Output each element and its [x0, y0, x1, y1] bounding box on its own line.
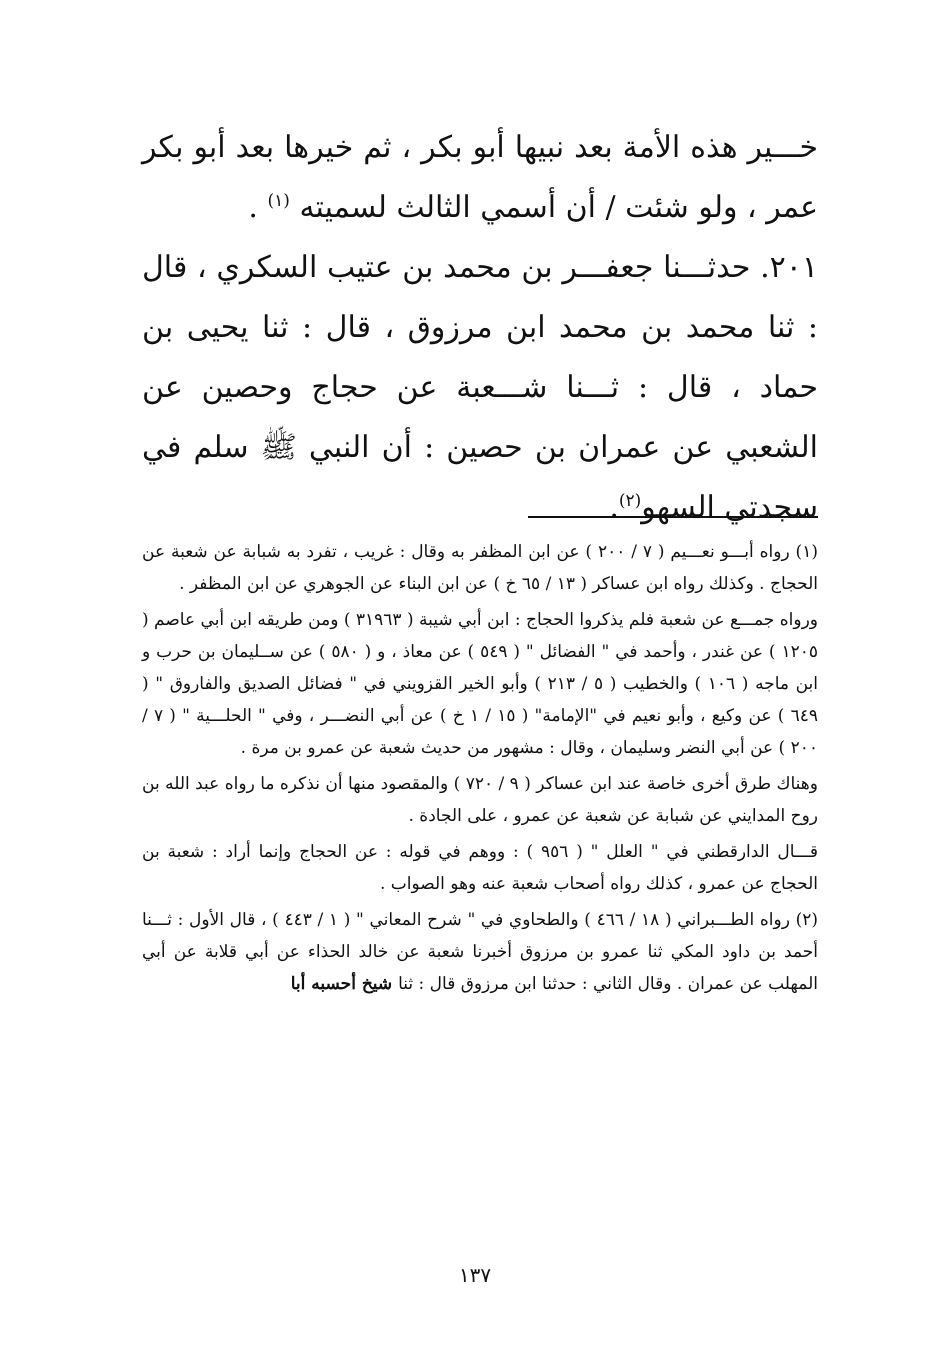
footnote-1-part-1: (١) رواه أبـــو نعـــيم ( ٧ / ٢٠٠ ) عن ابن المظفر به وقال : غريب ، تفرد به شبابة عن شعبة عن الحجاج . وكذلك رواه ابن عساكر ( ١٣ / ٦٥ خ ) عن ابن البناء عن الجوهري عن ابن المظفر .	[142, 542, 818, 594]
footnote-ref-1: (١)	[267, 191, 290, 211]
paragraph-end: .	[609, 490, 619, 525]
paragraph-text: خـــير هذه الأمة بعد نبيها أبو بكر ، ثم خيرها بعد أبو بكر عمر ، ولو شئت / أن أسمي الثالث لسميته	[142, 130, 818, 225]
footnote-ref-2: (٢)	[618, 491, 642, 511]
hadith-paragraph-201	[142, 238, 818, 538]
paragraph-text: ٢٠١. حدثـــنا جعفـــر بن محمد بن عتيب السكري ، قال : ثنا محمد بن محمد ابن مرزوق ، قال : ثنا يحيى بن حماد ، قال : ثـــنا شـــعبة عن حجاج وحصين عن الشعبي عن عمران بن حصين : أن النبي ﷺ سلم في سجدتي السهو	[142, 250, 818, 525]
page-number: ١٣٧	[458, 1263, 492, 1287]
hadith-paragraph-200-end	[142, 118, 818, 238]
footnote-2	[142, 904, 818, 1000]
footnotes	[142, 536, 818, 1004]
footnote-1-part-4: قـــال الدارقطني في " العلل " ( ٩٥٦ ) : ووهم في قوله : عن الحجاج وإنما أراد : شعبة بن الحجاج عن عمرو ، كذلك رواه أصحاب شعبة عنه وهو الصواب .	[142, 842, 819, 894]
footnote-2-text: (٢) رواه الطـــبراني ( ١٨ / ٤٦٦ ) والطحاوي في " شرح المعاني " ( ١ / ٤٤٣ ) ، قال الأول : ثـــنا أحمد بن داود المكي ثنا عمرو بن مرزوق أخبرنا شعبة عن خالد الحذاء عن أبي قلابة عن أبي المهلب عن عمران . وقال الثاني : حدثنا ابن مرزوق قال : ثنا	[142, 910, 818, 994]
footnote-1-part-3: وهناك طرق أخرى خاصة عند ابن عساكر ( ٩ / ٧٢٠ ) والمقصود منها أن نذكره ما رواه عبد الله بن روح المدايني عن شبابة عن شعبة عن عمرو ، على الجادة .	[142, 774, 818, 826]
main-text	[142, 118, 818, 538]
footnote-separator	[528, 516, 818, 518]
paragraph-end: .	[248, 190, 268, 225]
footnote-2-bold: شيخ أحسبه أبا	[290, 974, 399, 994]
footnote-1-part-2: ورواه جمـــع عن شعبة فلم يذكروا الحجاج : ابن أبي شيبة ( ٣١٩٦٣ ) ومن طريقه ابن أبي عاصم ( ١٢٠٥ ) عن غندر ، وأحمد في " الفضائل " ( ٥٤٩ ) عن معاذ ، و ( ٥٨٠ ) عن ســليمان بن حرب و ابن ماجه ( ١٠٦ ) والخطيب ( ٥ / ٢١٣ ) وأبو الخير القزويني في " فضائل الصديق والفاروق " ( ٦٤٩ ) عن وكيع ، وأبو نعيم في "الإمامة" ( ١٥ / ١ خ ) عن أبي النضـــر ، وفي " الحلـــية " ( ٧ / ٢٠٠ ) عن أبي النضر وسليمان ، وقال : مشهور من حديث شعبة عن عمرو بن مرة .	[142, 610, 818, 758]
